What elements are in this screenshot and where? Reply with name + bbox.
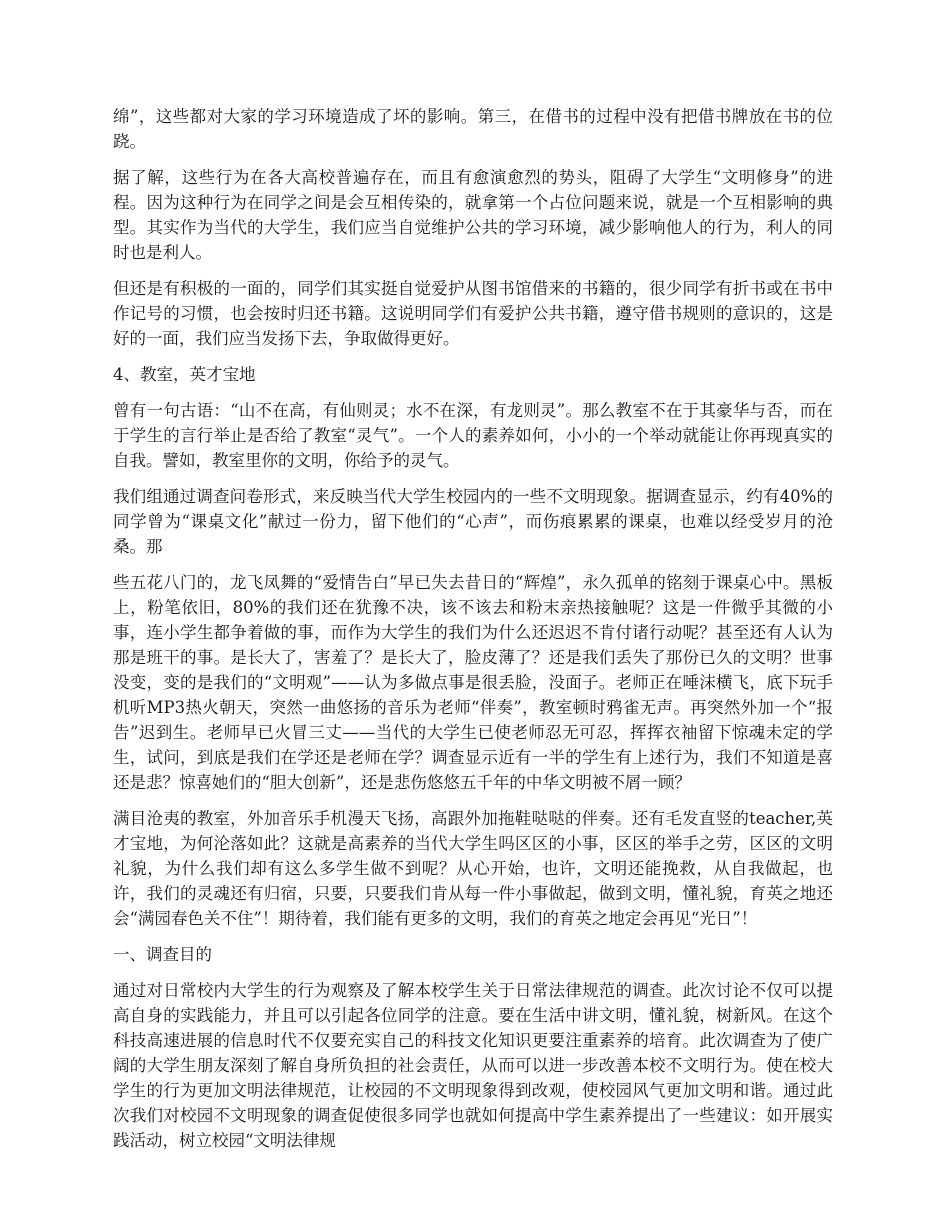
paragraph-5: 我们组通过调查问卷形式，来反映当代大学生校园内的一些不文明现象。据调查显示，约有40%的同学曾为“课桌文化”献过一份力，留下他们的“心声”，而伤痕累累的课桌，也难以经受岁月的沧桑。那 (113, 487, 833, 556)
document-body (113, 104, 833, 1164)
paragraph-2: 据了解，这些行为在各大高校普遍存在，而且有愈演愈烈的势头，阻碍了大学生“文明修身”的进程。因为这种行为在同学之间是会互相传染的，就拿第一个占位问题来说，就是一个互相影响的典型。其实作为当代的大学生，我们应当自觉维护公共的学习环境，减少影响他人的行为，利人的同时也是利人。 (113, 168, 833, 262)
paragraph-3: 但还是有积极的一面的，同学们其实挺自觉爱护从图书馆借来的书籍的，很少同学有折书或在书中作记号的习惯，也会按时归还书籍。这说明同学们有爱护公共书籍，遵守借书规则的意识的，这是好的一面，我们应当发扬下去，争取做得更好。 (113, 279, 833, 348)
section-heading-purpose: 一、调查目的 (113, 945, 212, 964)
paragraph-7: 满目沧夷的教室，外加音乐手机漫天飞扬，高跟外加拖鞋哒哒的伴奏。还有毛发直竖的teacher,英才宝地，为何沦落如此？这就是高素养的当代大学生吗区区的小事，区区的举手之劳，区区的文明礼貌，为什么我们却有这么多学生做不到呢？从心开始，也许，文明还能挽救，从自我做起，也许，我们的灵魂还有归宿，只要，只要我们肯从每一件小事做起，做到文明，懂礼貌，育英之地还会“满园春色关不住”！期待着，我们能有更多的文明，我们的育英之地定会再见“光日”！ (113, 809, 833, 928)
paragraph-6: 些五花八门的，龙飞凤舞的“爱情告白”早已失去昔日的“辉煌”，永久孤单的铭刻于课桌心中。黑板上，粉笔依旧，80%的我们还在犹豫不决，该不该去和粉末亲热接触呢？这是一件微乎其微的小事，连小学生都争着做的事，而作为大学生的我们为什么还迟迟不肯付诸行动呢？甚至还有人认为那是班干的事。是长大了，害羞了？是长大了，脸皮薄了？还是我们丢失了那份已久的文明？世事没变，变的是我们的“文明观”——认为多做点事是很丢脸，没面子。老师正在唾沫横飞，底下玩手机听MP3热火朝天，突然一曲悠扬的音乐为老师“伴奏”，教室顿时鸦雀无声。再突然外加一个“报告”迟到生。老师早已火冒三丈——当代的大学生已使老师忍无可忍，挥挥衣袖留下惊魂未定的学生，试问，到底是我们在学还是老师在学？调查显示近有一半的学生有上述行为，我们不知道是喜还是悲？惊喜她们的“胆大创新”，还是悲伤悠悠五千年的中华文明被不屑一顾？ (113, 573, 833, 792)
section-heading-classroom: 4、教室，英才宝地 (113, 365, 256, 384)
paragraph-1: 绵”，这些都对大家的学习环境造成了坏的影响。第三，在借书的过程中没有把借书牌放在书的位跷。 (113, 107, 833, 151)
paragraph-4: 曾有一句古语：“山不在高，有仙则灵；水不在深，有龙则灵”。那么教室不在于其豪华与否，而在于学生的言行举止是否给了教室“灵气”。一个人的素养如何，小小的一个举动就能让你再现真实的自我。譬如，教室里你的文明，你给予的灵气。 (113, 401, 833, 470)
paragraph-8: 通过对日常校内大学生的行为观察及了解本校学生关于日常法律规范的调查。此次讨论不仅可以提高自身的实践能力，并且可以引起各位同学的注意。要在生活中讲文明，懂礼貌，树新风。在这个科技高速进展的信息时代不仅要充实自己的科技文化知识更要注重素养的培育。此次调查为了使广阔的大学生朋友深刻了解自身所负担的社会责任，从而可以进一步改善本校不文明行为。使在校大学生的行为更加文明法律规范，让校园的不文明现象得到改观，使校园风气更加文明和谐。通过此次我们对校园不文明现象的调查促使很多同学也就如何提高中学生素养提出了一些建议：如开展实践活动，树立校园“文明法律规 (113, 981, 833, 1150)
